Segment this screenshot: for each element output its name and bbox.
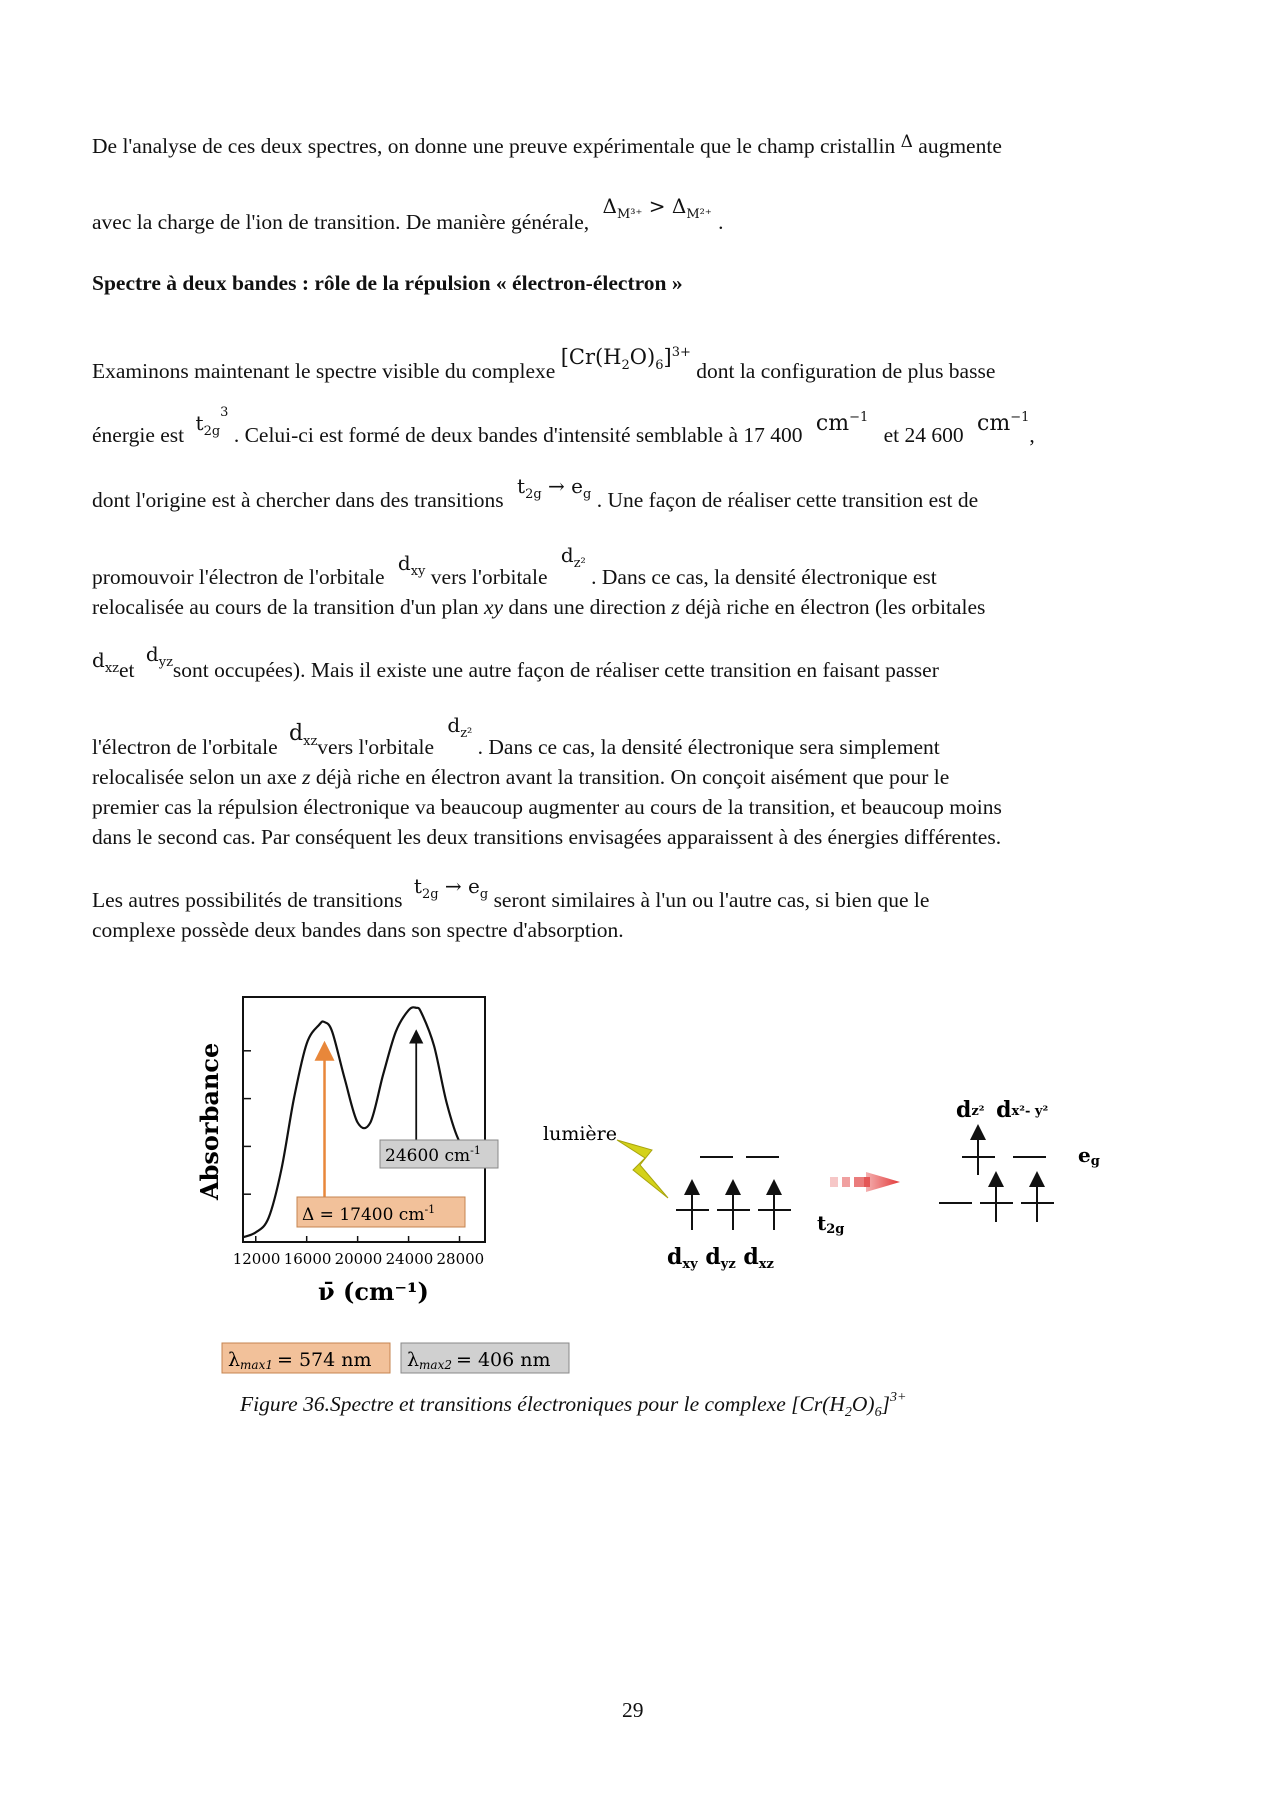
- paragraph-2-line-2: énergie est $t_{2g}^3$ . Celui-ci est formé de deux bandes d'intensité semblable à 17 400 $cm^{-1}$ et 24 600 $cm^{-1}$,: [92, 405, 1035, 447]
- ground-orbital-labels: dxy dyz dxz: [667, 1244, 774, 1272]
- orbital-dz2: $d_{z^2}$: [447, 713, 473, 741]
- paragraph-2-line-1: Examinons maintenant le spectre visible du complexe $[Cr(H_2O)_6]^{3+}$ dont la configuration de plus basse: [92, 345, 996, 383]
- lambda-max1-box: [222, 1343, 390, 1373]
- t2g-eg-transition: $t_{2g} \to e_g$: [413, 874, 489, 902]
- section-heading: Spectre à deux bandes : rôle de la répulsion « électron-électron »: [92, 271, 683, 295]
- t2g-eg-transition: $t_{2g} \to e_g$: [517, 474, 592, 502]
- delta-symbol: Δ: [900, 132, 913, 152]
- transition-arrow: [830, 1172, 900, 1192]
- paragraph-2-line-5: relocalisée au cours de la transition d'un plan xy dans une direction z déjà riche en électron (les orbitales: [92, 595, 986, 619]
- paragraph-3-line-2: complexe possède deux bandes dans son spectre d'absorption.: [92, 918, 624, 942]
- svg-text:λmax2= 406 nm: λmax2 = 406 nm: [407, 1349, 551, 1372]
- paragraph-1-line-2: avec la charge de l'ion de transition. De manière générale, $\Delta_{M^{3+}} > \Delta_{M^{2+}}$ .: [92, 194, 724, 234]
- delta-inequality: $\Delta_{M^{3+}} > \Delta_{M^{2+}}$: [602, 194, 712, 222]
- x-axis-label: ν̄ (cm⁻¹): [318, 1277, 429, 1306]
- complex-formula: $[Cr(H_2O)_6]^{3+}$: [560, 345, 691, 373]
- orbital-dxz: $d_{xz}$: [92, 648, 119, 676]
- t2g-config: $t_{2g}^3$: [195, 405, 229, 439]
- svg-text:λmax1= 574 nm: λmax1 = 574 nm: [228, 1349, 372, 1372]
- orbital-dxy: $d_{xy}$: [397, 551, 426, 579]
- orbital-dxz: $d_{xz}$: [289, 721, 318, 749]
- paragraph-1-line-1: De l'analyse de ces deux spectres, on donne une preuve expérimentale que le champ cristallin $^\Delta$ augmente: [92, 132, 1002, 158]
- paragraph-2-line-8: relocalisée selon un axe z déjà riche en électron avant la transition. On conçoit aisément que pour le: [92, 765, 950, 789]
- unit-cm-1: $cm^{-1}$: [815, 410, 869, 436]
- annotation-24600: [380, 1140, 498, 1168]
- paragraph-2-line-3: dont l'origine est à chercher dans des transitions $t_{2g} \to e_g$ . Une façon de réaliser cette transition est de: [92, 474, 979, 512]
- paragraph-2-line-10: dans le second cas. Par conséquent les deux transitions envisagées apparaissent à des énergies différentes.: [92, 825, 1002, 849]
- t2g-excited-levels: [939, 1179, 1054, 1222]
- excited-orbital-labels: dz² dx²- y²: [956, 1097, 1049, 1123]
- eg-label: eg: [1078, 1143, 1100, 1169]
- svg-text:Δ = 17400 cm-1: Δ = 17400 $cm^{-1}$: [302, 1203, 436, 1225]
- y-axis-label: Absorbance: [195, 1042, 224, 1200]
- x-tick-label: 12000: [232, 1250, 281, 1268]
- paragraph-2-line-9: premier cas la répulsion électronique va beaucoup augmenter au cours de la transition, et beaucoup moins: [92, 795, 1002, 819]
- x-tick-label: 16000: [283, 1250, 332, 1268]
- t2g-label: t2g: [817, 1211, 845, 1237]
- annotation-delta-17400: [297, 1197, 465, 1227]
- page-number: 29: [622, 1698, 644, 1722]
- lightning-icon: [617, 1140, 668, 1198]
- paragraph-2-line-4: promouvoir l'électron de l'orbitale $d_{xy}$ vers l'orbitale $d_{z^2}$ . Dans ce cas, la densité électronique est: [92, 543, 937, 589]
- orbital-dz2: $d_{z^2}$: [560, 543, 586, 571]
- x-tick-label: 20000: [334, 1250, 383, 1268]
- figure-caption: Figure 36.Spectre et transitions électroniques pour le complexe $[Cr(H_2O)_6]^{3+}$: [240, 1390, 907, 1420]
- x-tick-label: 24000: [385, 1250, 434, 1268]
- unit-cm-1: $cm^{-1}$: [977, 410, 1030, 436]
- svg-text:24600 cm-1: 24600 $cm^{-1}$: [385, 1144, 481, 1166]
- paragraph-3-line-1: Les autres possibilités de transitions $t_{2g} \to e_g$ seront similaires à l'un ou l'autre cas, si bien que le: [92, 874, 930, 912]
- paragraph-2-line-7: l'électron de l'orbitale $d_{xz}vers$ l'orbitale $d_{z^2}$ . Dans ce cas, la densité électronique sera simplement: [92, 713, 940, 759]
- light-label: lumière: [543, 1123, 617, 1145]
- x-tick-label: 28000: [436, 1250, 485, 1268]
- t2g-ground-levels: [676, 1187, 791, 1230]
- orbital-dyz: $d_{yz}$: [145, 642, 173, 670]
- paragraph-2-line-6: $d_{xz}et$ $d_{yz}sont$ occupées). Mais il existe une autre façon de réaliser cette transition en faisant passer: [92, 642, 939, 682]
- eg-excited-levels: [962, 1132, 1046, 1175]
- lambda-max2-box: [401, 1343, 569, 1373]
